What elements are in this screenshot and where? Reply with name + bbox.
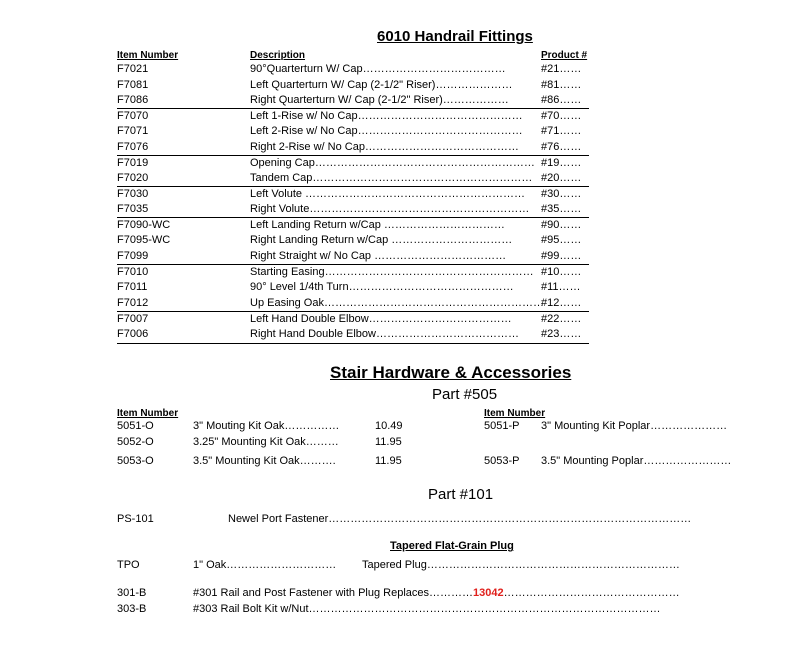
fitting-description: 90°Quarterturn W/ Cap…………………………………: [250, 63, 506, 75]
fitting-item-number: F7090-WC: [117, 219, 171, 231]
fitting-item-number: F7099: [117, 250, 149, 262]
fitting-description: Opening Cap……………………………………………………: [250, 157, 535, 169]
fitting-product-number: #81……: [541, 79, 582, 91]
fitting-description: Right Volute……………………………………………………: [250, 203, 530, 215]
fitting-description: Right 2-Rise w/ No Cap……………………………………: [250, 141, 519, 153]
fitting-item-number: F7007: [117, 313, 149, 325]
item-number-header: Item Number: [117, 50, 179, 61]
b301-item: 301-B: [117, 587, 147, 599]
fitting-description: Left Volute ……………………………………………………: [250, 188, 526, 200]
b301-line: [193, 587, 680, 599]
b301-dots: …………………………………………: [503, 587, 680, 599]
fitting-product-number: #10……: [541, 266, 582, 278]
group-divider: [117, 217, 589, 218]
kit-description: 3.25" Mounting Kit Oak………: [193, 436, 339, 448]
fitting-product-number: #20……: [541, 172, 582, 184]
fitting-item-number: F7070: [117, 110, 149, 122]
fitting-item-number: F7006: [117, 328, 149, 340]
b303-item: 303-B: [117, 603, 147, 615]
part-101-heading: Part #101: [428, 486, 494, 503]
fitting-item-number: F7076: [117, 141, 149, 153]
fittings-title: 6010 Handrail Fittings: [377, 28, 533, 45]
fitting-product-number: #95……: [541, 234, 582, 246]
ps101-description: Newel Port Fastener………………………………………………………………………………………: [228, 513, 692, 525]
fitting-item-number: F7086: [117, 94, 149, 106]
kit-item: 5051-O: [117, 420, 154, 432]
item-number-header-right: Item Number: [484, 408, 546, 419]
fitting-product-number: #71……: [541, 125, 582, 137]
item-number-header-left: Item Number: [117, 408, 179, 419]
fitting-item-number: F7030: [117, 188, 149, 200]
kit-price: 10.49: [375, 420, 403, 432]
fitting-product-number: #90……: [541, 219, 582, 231]
kit-description: 3.5" Mounting Kit Oak……….: [193, 455, 336, 467]
fitting-item-number: F7012: [117, 297, 149, 309]
kit-price: 11.95: [375, 455, 402, 467]
tpo-item: TPO: [117, 559, 140, 571]
kit-price: 11.95: [375, 436, 402, 448]
kit-item: 5053-O: [117, 455, 154, 467]
fitting-description: Left Hand Double Elbow…………………………………: [250, 313, 512, 325]
kit-item: 5052-O: [117, 436, 154, 448]
fitting-description: 90° Level 1/4th Turn………………………………………: [250, 281, 514, 293]
fitting-item-number: F7071: [117, 125, 149, 137]
fitting-description: Left 1-Rise w/ No Cap………………………………………: [250, 110, 523, 122]
fitting-item-number: F7021: [117, 63, 149, 75]
fitting-product-number: #86……: [541, 94, 582, 106]
group-divider: [117, 108, 589, 109]
fitting-description: Right Quarterturn W/ Cap (2-1/2" Riser)………………: [250, 94, 509, 106]
part-505-heading: Part #505: [432, 386, 498, 403]
fitting-product-number: #35……: [541, 203, 582, 215]
fitting-item-number: F7020: [117, 172, 149, 184]
fitting-item-number: F7011: [117, 281, 148, 293]
fitting-item-number: F7095-WC: [117, 234, 171, 246]
fitting-product-number: #19……: [541, 157, 582, 169]
ps101-item: PS-101: [117, 513, 154, 525]
fitting-description: Left Quarterturn W/ Cap (2-1/2" Riser)…………………: [250, 79, 513, 91]
group-divider: [117, 311, 589, 312]
fitting-product-number: #21……: [541, 63, 582, 75]
group-divider: [117, 186, 589, 187]
fitting-product-number: #99……: [541, 250, 582, 262]
fitting-description: Up Easing Oak……………………………………………………: [250, 297, 544, 309]
group-divider: [117, 264, 589, 265]
fitting-product-number: #30……: [541, 188, 582, 200]
kit-description-poplar: 3.5" Mounting Poplar……………………: [541, 455, 732, 467]
fitting-item-number: F7081: [117, 79, 149, 91]
fitting-product-number: #22……: [541, 313, 582, 325]
fitting-description: Right Landing Return w/Cap ……………………………: [250, 234, 513, 246]
b301-replace-number: 13042: [473, 587, 504, 599]
tpo-oak: 1" Oak…………………………: [193, 559, 337, 571]
fitting-description: Right Hand Double Elbow…………………………………: [250, 328, 519, 340]
fitting-product-number: #23……: [541, 328, 582, 340]
kit-item-poplar: 5053-P: [484, 455, 520, 467]
fitting-product-number: #76……: [541, 141, 582, 153]
b301-description: #301 Rail and Post Fastener with Plug Replaces…………: [193, 587, 474, 599]
fitting-product-number: #70……: [541, 110, 582, 122]
fitting-description: Left 2-Rise w/ No Cap………………………………………: [250, 125, 523, 137]
group-divider: [117, 155, 589, 156]
kit-item-poplar: 5051-P: [484, 420, 520, 432]
product-number-header: Product #: [541, 50, 588, 61]
tpo-description: Tapered Plug……………………………………………………………: [362, 559, 680, 571]
kit-description-poplar: 3" Mounting Kit Poplar…………………: [541, 420, 728, 432]
fitting-item-number: F7019: [117, 157, 149, 169]
kit-description: 3" Mouting Kit Oak……………: [193, 420, 340, 432]
plug-title: Tapered Flat-Grain Plug: [390, 540, 514, 552]
hardware-title: Stair Hardware & Accessories: [330, 363, 572, 382]
fitting-item-number: F7035: [117, 203, 149, 215]
b303-description: #303 Rail Bolt Kit w/Nut……………………………………………………………………………………: [193, 603, 661, 615]
fitting-product-number: #12……: [541, 297, 582, 309]
group-divider: [117, 343, 589, 344]
fitting-description: Left Landing Return w/Cap ……………………………: [250, 219, 505, 231]
fitting-item-number: F7010: [117, 266, 149, 278]
fitting-description: Right Straight w/ No Cap ………………………………: [250, 250, 507, 262]
description-header: Description: [250, 50, 306, 61]
fitting-description: Starting Easing…………………………………………………: [250, 266, 534, 278]
fitting-description: Tandem Cap……………………………………………………: [250, 172, 533, 184]
fitting-product-number: #11……: [541, 281, 581, 293]
